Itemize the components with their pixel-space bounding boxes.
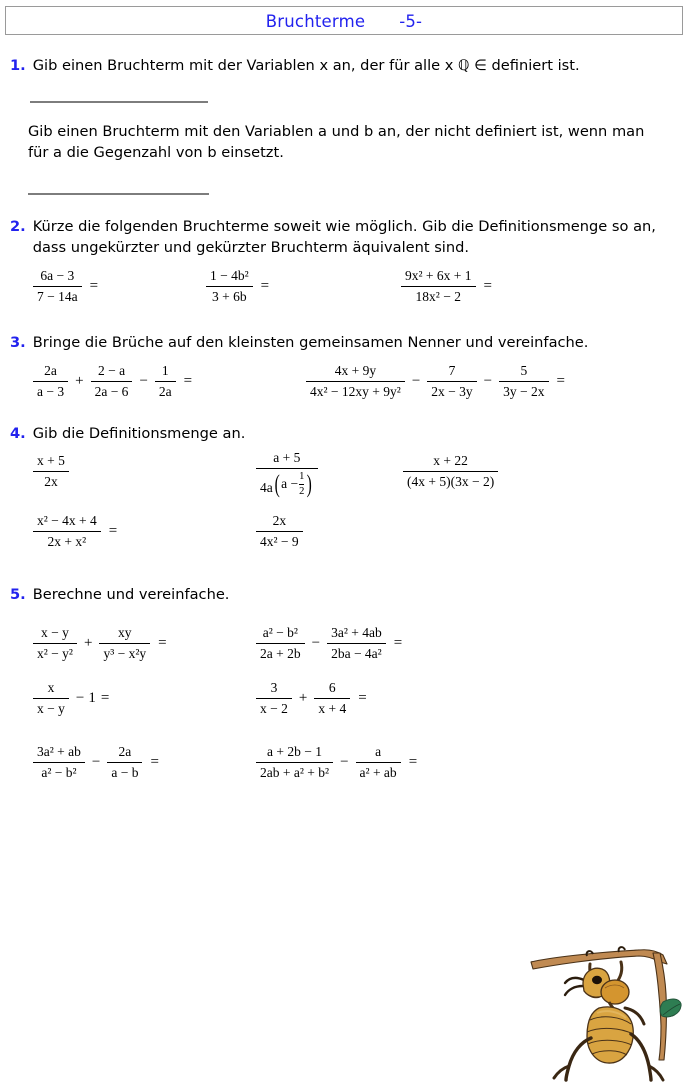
- fraction-numerator: a² − b²: [262, 625, 298, 640]
- equals-sign: =: [158, 635, 167, 652]
- fraction-numerator: x: [47, 680, 55, 695]
- fraction-bar: [91, 381, 133, 382]
- equals-sign: =: [108, 523, 118, 540]
- fraction-bar: [356, 762, 401, 763]
- fraction-numerator: 1 − 4b²: [210, 268, 249, 283]
- equals-sign: =: [150, 754, 159, 771]
- fraction: [33, 453, 69, 490]
- fraction-bar: [33, 762, 85, 763]
- fraction-bar: [33, 381, 68, 382]
- right-paren: ): [306, 470, 313, 498]
- fraction-numerator: 6a − 3: [40, 268, 75, 283]
- equals-sign: =: [358, 690, 367, 707]
- task-2-number: 2.: [10, 218, 26, 235]
- task-3: [10, 333, 678, 354]
- fraction-bar: [206, 286, 253, 287]
- task-5-prompt: Berechne und vereinfache.: [32, 586, 230, 603]
- equals-sign: =: [393, 635, 403, 652]
- fraction-bar: [403, 471, 498, 472]
- fraction-bar: [33, 286, 82, 287]
- task-1b-heading: [28, 122, 650, 163]
- fraction-denominator: 2x + x²: [47, 533, 87, 549]
- fraction-numerator: 2x: [272, 513, 287, 528]
- task-5-row3-left: [30, 744, 159, 781]
- fraction: [327, 625, 386, 662]
- fraction-denominator: 2a: [158, 383, 172, 399]
- operator-minus: −: [311, 635, 321, 652]
- fraction-numerator: 3a² + 4ab: [331, 625, 382, 640]
- task-1-part-b: [28, 122, 650, 163]
- task-3-number: 3.: [10, 334, 26, 351]
- fraction-numerator: 5: [520, 363, 528, 378]
- task-5-row3-right: [253, 744, 417, 781]
- task-4-expression-5: [253, 513, 306, 550]
- fraction-numerator: a + 5: [273, 450, 301, 465]
- fraction-bar: [33, 698, 69, 699]
- task-4-expression-2: [253, 450, 321, 498]
- task-3-prompt: Bringe die Brüche auf den kleinsten gemeinsamen Nenner und vereinfache.: [32, 334, 589, 351]
- operator-plus: +: [75, 373, 84, 390]
- operator-minus: −: [139, 373, 148, 390]
- fraction-denominator: 2ab + a² + b²: [260, 764, 330, 780]
- fraction-denominator: 18x² − 2: [415, 288, 461, 304]
- ant-leg-right: [631, 1034, 651, 1080]
- task-4-prompt: Gib die Definitionsmenge an.: [32, 425, 246, 442]
- inline-fraction-denominator: 2: [299, 485, 305, 497]
- task-5-row2-left: [30, 680, 109, 717]
- fraction-bar: [256, 762, 333, 763]
- fraction: [256, 625, 305, 662]
- fraction-bar: [33, 471, 69, 472]
- page-number: -5-: [399, 12, 423, 31]
- fraction-denominator: x − 2: [260, 700, 288, 716]
- inline-fraction-one-half: [299, 471, 304, 499]
- fraction-numerator: 2a: [44, 363, 57, 378]
- fraction-bar: [401, 286, 476, 287]
- fraction-numerator: x² − 4x + 4: [37, 513, 97, 528]
- fraction-denominator: 3y − 2x: [503, 383, 545, 399]
- operator-minus: −: [91, 754, 101, 771]
- task-5-row1-left: [30, 625, 167, 662]
- fraction: [256, 744, 333, 781]
- fraction-denominator: x + 4: [318, 700, 347, 716]
- denominator-coefficient: 4a: [260, 479, 273, 495]
- equals-sign: =: [556, 373, 565, 390]
- task-4-number: 4.: [10, 425, 26, 442]
- fraction-bar: [306, 381, 405, 382]
- fraction: [155, 363, 176, 400]
- task-4-expression-4: [30, 513, 117, 550]
- task-2: [10, 217, 678, 258]
- fraction-denominator: x² − y²: [37, 645, 73, 661]
- equals-sign: =: [483, 278, 492, 295]
- fraction-denominator: a² − b²: [41, 764, 77, 780]
- fraction-denominator: 2a + 2b: [260, 645, 301, 661]
- fraction: [256, 513, 303, 550]
- operator-minus: −: [483, 373, 493, 390]
- fraction-denominator: 3 + 6b: [212, 288, 247, 304]
- operator-minus: −: [340, 754, 349, 771]
- left-paren: (: [274, 470, 280, 498]
- fraction-numerator: 7: [448, 363, 456, 378]
- fraction-numerator: a: [375, 744, 382, 759]
- fraction: [33, 744, 85, 781]
- fraction: [99, 625, 150, 662]
- task-3-heading: [10, 333, 678, 354]
- fraction-numerator: 3: [270, 680, 278, 695]
- fraction-numerator: 3a² + ab: [37, 744, 81, 759]
- ant-abdomen: [587, 1007, 633, 1063]
- task-1-prompt: Gib einen Bruchterm mit der Variablen x an, der für alle x ℚ ∈ definiert ist.: [32, 57, 580, 74]
- fraction-numerator: a + 2b − 1: [267, 744, 323, 759]
- task-4-expression-1: [30, 453, 72, 490]
- fraction-numerator: 1: [161, 363, 169, 378]
- operator-minus: −: [75, 690, 85, 707]
- fraction: [427, 363, 476, 400]
- fraction: [33, 625, 77, 662]
- task-2-heading: [10, 217, 678, 258]
- fraction: [33, 268, 82, 305]
- task-5-row2-right: [253, 680, 367, 717]
- fraction-denominator: x − y: [37, 700, 65, 716]
- fraction-bar: [256, 468, 318, 469]
- fraction: [206, 268, 253, 305]
- fraction: [33, 680, 69, 717]
- fraction-bar: [314, 698, 350, 699]
- equals-sign: =: [260, 278, 270, 295]
- fraction: [403, 453, 498, 490]
- page-title: Bruchterme: [265, 12, 366, 31]
- fraction: [107, 744, 142, 781]
- task-5: [10, 585, 678, 606]
- paren-content-lead: a −: [281, 476, 299, 492]
- equals-sign: =: [183, 373, 193, 390]
- fraction-denominator: 4x² − 9: [260, 533, 299, 549]
- task-5-number: 5.: [10, 586, 26, 603]
- task-1b-prompt: Gib einen Bruchterm mit den Variablen a und b an, der nicht definiert ist, wenn man für a die Gegenzahl von b einsetzt.: [28, 123, 645, 161]
- operator-minus: −: [411, 373, 421, 390]
- fraction: [256, 680, 292, 717]
- task-1-answer-line-2[interactable]: [28, 193, 209, 195]
- fraction-bar: [427, 381, 476, 382]
- fraction-numerator: 2 − a: [97, 363, 126, 378]
- fraction-denominator: a − 3: [37, 383, 65, 399]
- task-1-heading: [10, 56, 678, 77]
- fraction-numerator: 9x² + 6x + 1: [405, 268, 472, 283]
- operator-plus: +: [83, 635, 93, 652]
- fraction-denominator: 2x: [44, 473, 58, 489]
- constant-term: 1: [88, 690, 96, 707]
- task-2-prompt: Kürze die folgenden Bruchterme soweit wie möglich. Gib die Definitionsmenge so an, dass ungekürzter und gekürzter Bruchterm äquivalent sind.: [32, 218, 656, 256]
- fraction-denominator: 7 − 14a: [37, 288, 78, 304]
- fraction-numerator: 2a: [118, 744, 132, 759]
- task-3-expression-left: [30, 363, 192, 400]
- fraction-numerator: x − y: [41, 625, 69, 640]
- operator-plus: +: [298, 690, 308, 707]
- task-2-expression-3: [398, 268, 492, 305]
- fraction-bar: [155, 381, 176, 382]
- equals-sign: =: [100, 690, 110, 707]
- task-5-row1-right: [253, 625, 402, 662]
- fraction: [306, 363, 405, 400]
- fraction-bar: [499, 381, 548, 382]
- task-4: [10, 424, 678, 445]
- task-1-number: 1.: [10, 57, 26, 74]
- ant-thorax: [601, 980, 629, 1004]
- task-5-heading: [10, 585, 678, 606]
- parenthesized-group: [273, 471, 314, 499]
- ant-eye: [592, 976, 602, 984]
- fraction: [356, 744, 401, 781]
- fraction-denominator-compound: [256, 471, 318, 499]
- fraction-denominator: 2ba − 4a²: [331, 645, 382, 661]
- leaf: [660, 999, 681, 1017]
- fraction: [314, 680, 350, 717]
- fraction-denominator: 4x² − 12xy + 9y²: [310, 383, 401, 399]
- fraction-bar: [33, 643, 77, 644]
- fraction-numerator: 6: [328, 680, 336, 695]
- fraction-numerator: x + 5: [37, 453, 65, 468]
- task-2-expression-2: [203, 268, 269, 305]
- fraction: [33, 363, 68, 400]
- ant-illustration: [527, 920, 682, 1082]
- fraction: [91, 363, 133, 400]
- fraction-bar: [33, 531, 101, 532]
- task-2-expression-1: [30, 268, 98, 305]
- fraction-bar: [327, 643, 386, 644]
- task-1-answer-line-1[interactable]: [30, 101, 208, 103]
- equals-sign: =: [89, 278, 99, 295]
- ant-body-group: [554, 947, 663, 1080]
- task-1: [10, 56, 678, 77]
- equals-sign: =: [408, 754, 418, 771]
- fraction-bar: [256, 643, 305, 644]
- fraction-denominator: (4x + 5)(3x − 2): [407, 473, 495, 489]
- fraction: [401, 268, 476, 305]
- task-4-expression-3: [400, 453, 501, 490]
- fraction-bar: [256, 698, 292, 699]
- fraction-denominator: 2x − 3y: [431, 383, 473, 399]
- fraction-denominator: y³ − x²y: [103, 645, 147, 661]
- ant-on-branch-icon: [527, 920, 682, 1082]
- fraction-numerator: xy: [118, 625, 132, 640]
- fraction: [256, 450, 318, 498]
- fraction-bar: [99, 643, 150, 644]
- fraction-bar: [107, 762, 142, 763]
- fraction-numerator: x + 22: [433, 453, 468, 468]
- task-3-expression-right: [303, 363, 565, 400]
- task-4-heading: [10, 424, 678, 445]
- fraction-numerator: 4x + 9y: [334, 363, 377, 378]
- inline-fraction-numerator: 1: [299, 470, 305, 482]
- fraction-bar: [256, 531, 303, 532]
- fraction-denominator: a − b: [111, 764, 139, 780]
- fraction: [499, 363, 548, 400]
- fraction-denominator: a² + ab: [359, 764, 397, 780]
- fraction-denominator: 2a − 6: [94, 383, 129, 399]
- fraction: [33, 513, 101, 550]
